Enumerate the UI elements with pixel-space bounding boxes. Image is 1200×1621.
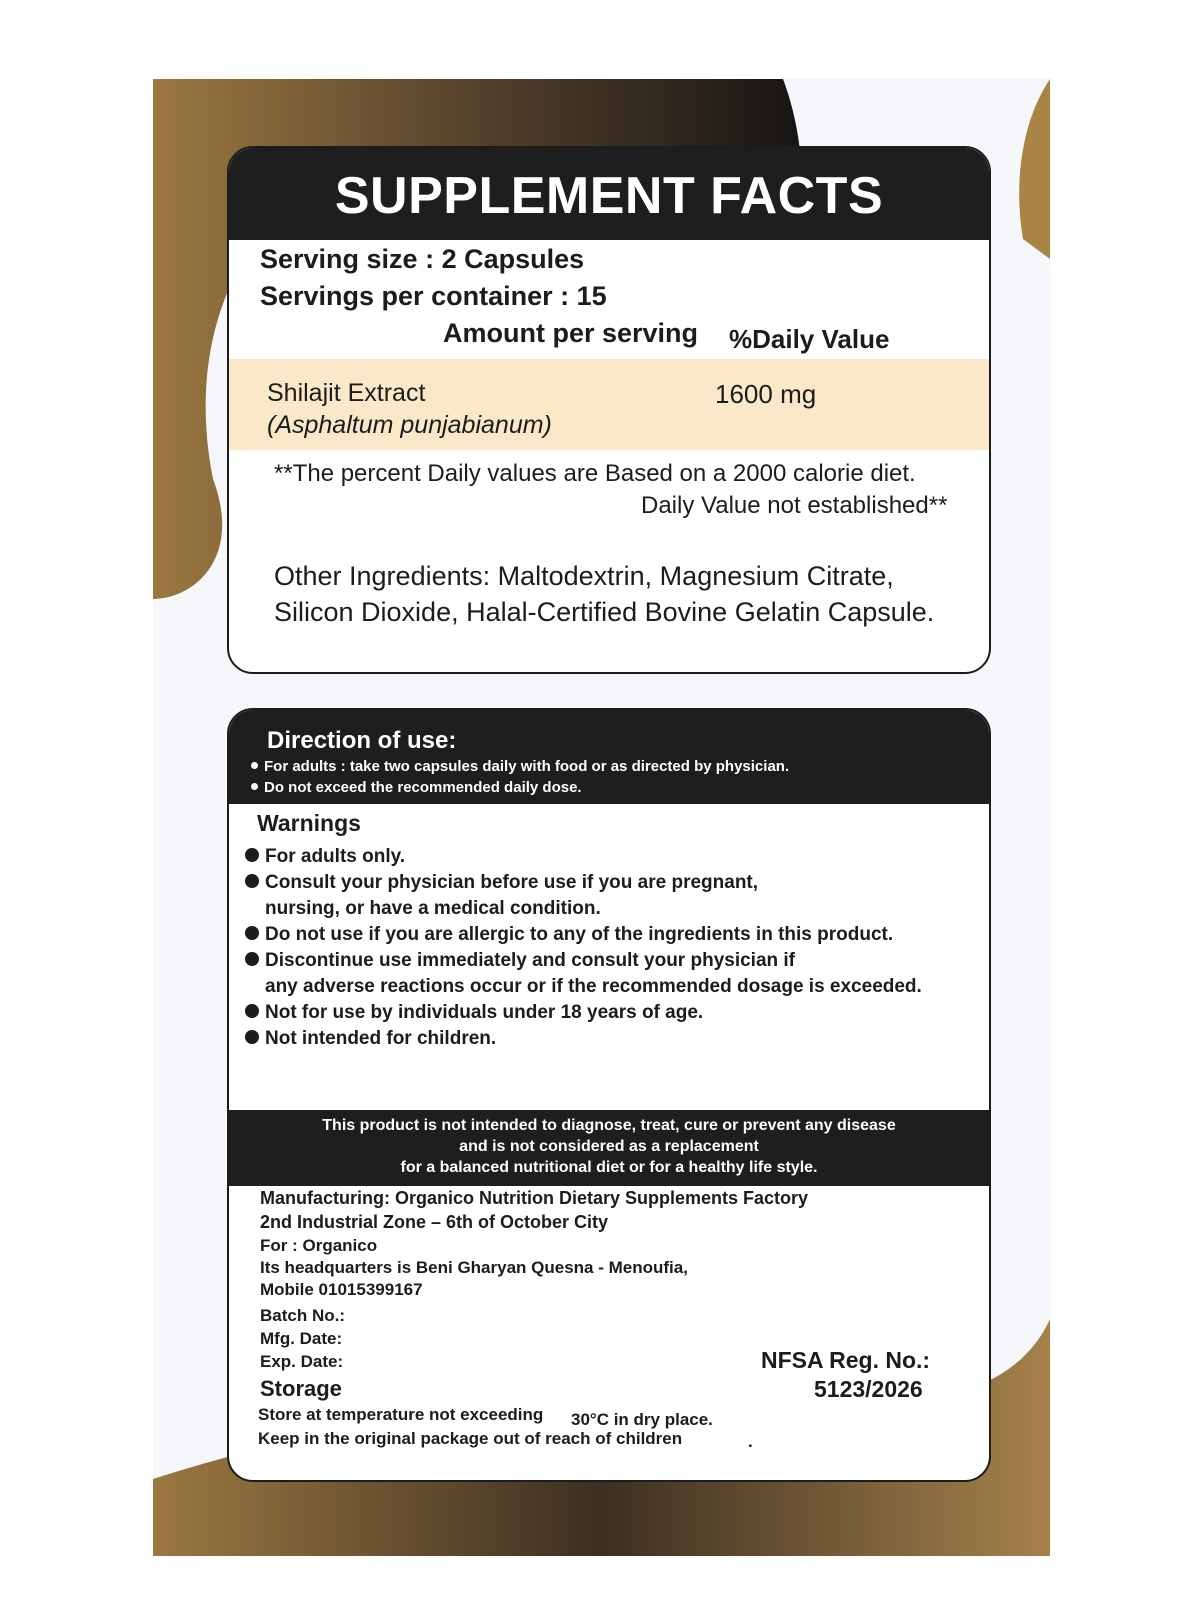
ingredient-latin-name: (Asphaltum punjabianum)	[267, 411, 552, 439]
directions-title: Direction of use:	[267, 727, 457, 754]
bullet-icon	[245, 874, 259, 888]
nfsa-label: NFSA Reg. No.:	[761, 1347, 931, 1373]
disclaimer-line2: and is not considered as a replacement	[459, 1138, 759, 1155]
warnings-title: Warnings	[257, 810, 361, 836]
directions-warnings-panel	[227, 708, 991, 1482]
serving-size: Serving size : 2 Capsules	[260, 244, 585, 274]
disclaimer-band	[229, 1110, 989, 1186]
manufacturer-line1: Manufacturing: Organico Nutrition Dietary Supplements Factory	[260, 1188, 809, 1208]
nfsa-number: 5123/2026	[814, 1376, 923, 1402]
direction-item: For adults : take two capsules daily with food or as directed by physician.	[251, 758, 789, 775]
batch-number: Batch No.:	[260, 1306, 345, 1325]
manufacturer-mobile: Mobile 01015399167	[260, 1280, 423, 1299]
bullet-icon	[245, 848, 259, 862]
warning-item: Not intended for children.	[245, 1028, 496, 1050]
storage-line1a: Store at temperature not exceeding	[258, 1405, 544, 1424]
manufacturer-line3: For : Organico	[260, 1236, 378, 1255]
bullet-icon	[245, 952, 259, 966]
other-ingredients-line2: Silicon Dioxide, Halal-Certified Bovine Gelatin Capsule.	[274, 597, 935, 627]
bullet-icon	[245, 1030, 259, 1044]
other-ingredients-line1: Other Ingredients: Maltodextrin, Magnesium Citrate,	[274, 561, 894, 591]
warning-item-continued: any adverse reactions occur or if the recommended dosage is exceeded.	[265, 976, 922, 997]
manufacturer-line4: Its headquarters is Beni Gharyan Quesna - Menoufia,	[260, 1258, 688, 1277]
bullet-icon	[251, 762, 258, 769]
warning-item: Do not use if you are allergic to any of the ingredients in this product.	[245, 924, 893, 946]
ingredient-amount: 1600 mg	[715, 379, 817, 409]
exp-date: Exp. Date:	[260, 1352, 344, 1371]
facts-header-bar	[229, 148, 989, 240]
warning-item-continued: nursing, or have a medical condition.	[265, 898, 601, 919]
storage-line1b: 30°C in dry place.	[571, 1410, 713, 1429]
manufacturer-line2: 2nd Industrial Zone – 6th of October City	[260, 1212, 609, 1232]
daily-value-header: %Daily Value	[729, 324, 890, 354]
facts-title: SUPPLEMENT FACTS	[334, 167, 884, 225]
directions-header-bar	[229, 710, 989, 804]
servings-per-container: Servings per container : 15	[260, 281, 607, 311]
storage-period: .	[748, 1432, 753, 1451]
direction-item: Do not exceed the recommended daily dose.	[251, 779, 582, 796]
supplement-facts-panel	[227, 146, 991, 674]
warning-item: Consult your physician before use if you are pregnant,	[245, 872, 758, 894]
bullet-icon	[251, 783, 258, 790]
storage-line2: Keep in the original package out of reach of children	[258, 1429, 683, 1448]
disclaimer-line3: for a balanced nutritional diet or for a healthy life style.	[400, 1159, 818, 1176]
disclaimer-line1: This product is not intended to diagnose, treat, cure or prevent any disease	[322, 1117, 896, 1134]
ingredient-name: Shilajit Extract	[267, 379, 426, 407]
warning-item: Discontinue use immediately and consult your physician if	[245, 950, 795, 972]
bullet-icon	[245, 926, 259, 940]
mfg-date: Mfg. Date:	[260, 1329, 343, 1348]
daily-value-note-line1: **The percent Daily values are Based on a 2000 calorie diet.	[274, 460, 916, 487]
bullet-icon	[245, 1004, 259, 1018]
warning-item: Not for use by individuals under 18 years of age.	[245, 1002, 703, 1024]
ingredient-row	[229, 359, 989, 450]
storage-title: Storage	[260, 1376, 342, 1401]
warning-item: For adults only.	[245, 846, 405, 868]
daily-value-note-line2: Daily Value not established**	[641, 492, 948, 519]
amount-per-serving-header: Amount per serving	[443, 318, 699, 348]
